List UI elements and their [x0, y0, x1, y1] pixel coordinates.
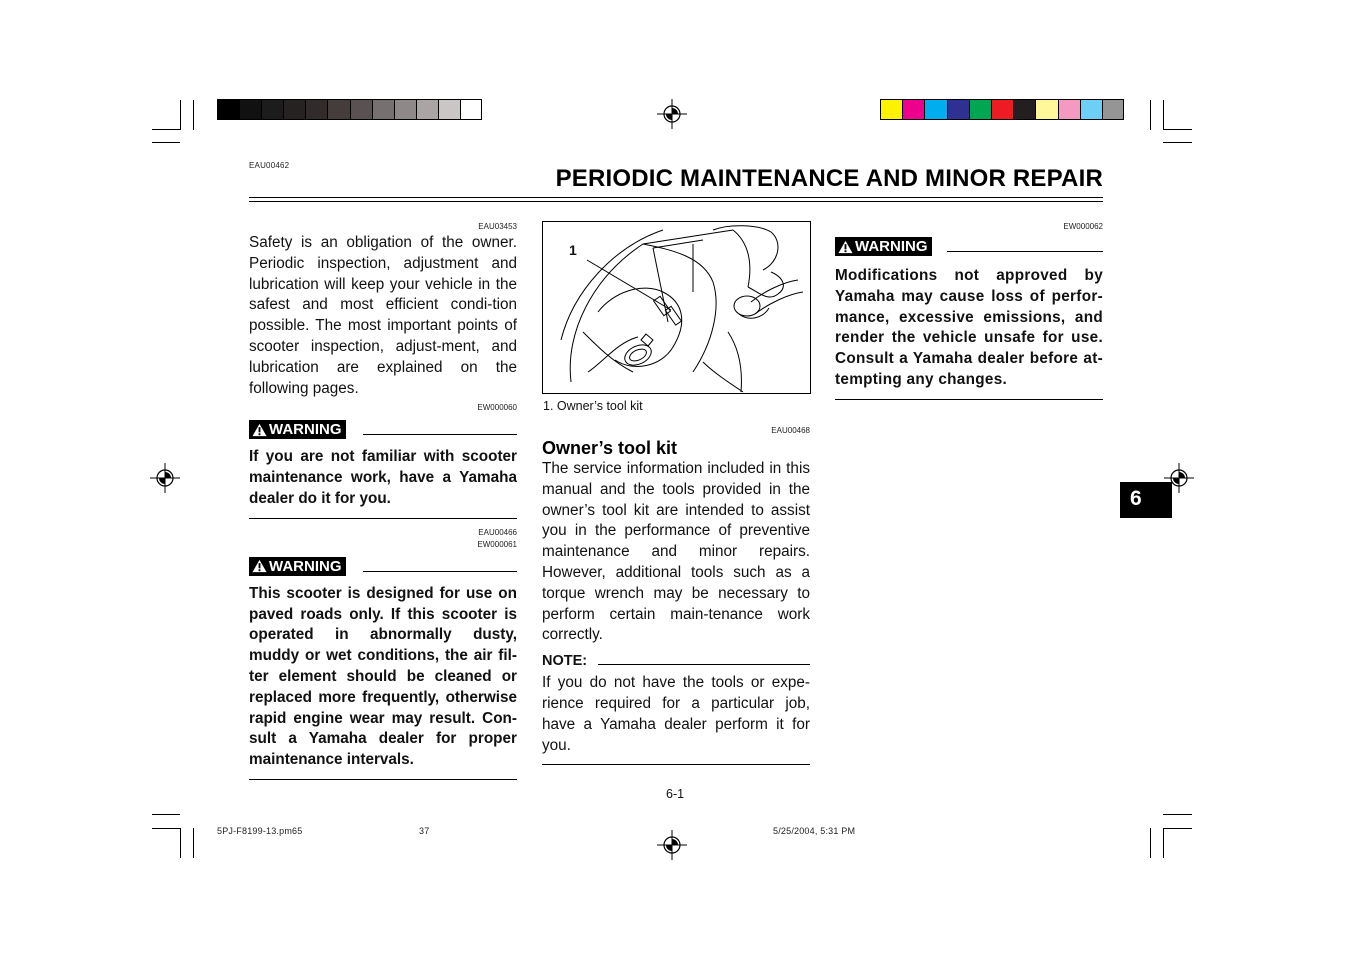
color-swatch — [460, 99, 482, 120]
warning-triangle-icon — [252, 423, 267, 437]
title-rule — [249, 197, 1103, 198]
warning2-text: This scooter is designed for use on paved roads only. If this scooter is operated in abnormally dusty, muddy or wet conditions, the air fil-ter element should be cleaned or replaced more frequently, otherwise rapid engine wear may result. Con-sult a Yamaha dealer for proper maintenance intervals. — [249, 584, 517, 769]
page-number: 6-1 — [666, 787, 685, 801]
color-swatch — [327, 99, 349, 120]
registration-mark-icon — [657, 99, 687, 129]
tool-kit-code: EAU00468 — [771, 426, 810, 435]
warning-badge — [249, 420, 346, 439]
figure-caption: 1. Owner’s tool kit — [543, 399, 643, 413]
tool-kit-heading: Owner’s tool kit — [542, 438, 678, 458]
warning1-code: EW000060 — [477, 403, 517, 413]
warning-label: WARNING — [269, 421, 342, 439]
left-column — [249, 222, 517, 780]
color-swatch — [991, 99, 1013, 120]
crop-mark — [1163, 129, 1192, 130]
warning-rule — [363, 571, 517, 572]
crop-mark — [1163, 828, 1164, 858]
grayscale-calibration-bar — [217, 99, 482, 120]
figure-callout: 1 — [569, 242, 577, 258]
color-swatch — [217, 99, 239, 120]
registration-mark-icon — [150, 463, 180, 493]
warning-badge — [835, 237, 932, 256]
crop-mark — [193, 100, 194, 130]
warning1-header — [249, 420, 517, 442]
crop-mark — [1163, 100, 1164, 130]
crop-mark — [152, 129, 180, 130]
warning2-end-rule — [249, 779, 517, 780]
intro-code: EAU03453 — [478, 222, 517, 231]
crop-mark — [1150, 828, 1151, 858]
color-swatch — [394, 99, 416, 120]
tool-kit-paragraph: The service information included in this manual and the tools provided in the owner’s tool kit are intended to assist you in the performance of preventive maintenance and minor repairs. However, additional tools such as a torque wrench may be necessary to perform certain main-tenance work correctly. — [542, 460, 810, 644]
color-swatch — [438, 99, 460, 120]
color-swatch — [969, 99, 991, 120]
right-warning-header — [835, 237, 1103, 259]
section-code: EAU00462 — [249, 161, 290, 170]
warning1-text: If you are not familiar with scooter maintenance work, have a Yamaha dealer do it for you. — [249, 448, 517, 507]
crop-mark — [180, 100, 181, 130]
crop-mark — [193, 828, 194, 858]
crop-mark — [1150, 100, 1151, 130]
color-swatch — [261, 99, 283, 120]
color-swatch — [283, 99, 305, 120]
warning-label: WARNING — [269, 557, 342, 575]
footer-file: 5PJ-F8199-13.pm65 — [217, 826, 303, 836]
right-warning-text: Modifications not approved by Yamaha may cause loss of perfor-mance, excessive emissions, and render the vehicle unsafe for use. Consult a Yamaha dealer before at-tempting any changes. — [835, 267, 1103, 388]
tool-kit-figure — [542, 221, 811, 394]
note-text: If you do not have the tools or expe-rience required for a particular job, have a Yamaha dealer perform it for you. — [542, 674, 810, 754]
color-swatch — [880, 99, 902, 120]
middle-column — [542, 426, 810, 765]
footer-timestamp: 5/25/2004, 5:31 PM — [773, 826, 856, 836]
warning-rule — [363, 434, 517, 435]
crop-mark — [180, 828, 181, 858]
color-swatch — [1102, 99, 1124, 120]
color-swatch — [1080, 99, 1102, 120]
warning-badge — [249, 557, 346, 576]
warning-triangle-icon — [838, 240, 853, 254]
color-calibration-bar — [880, 99, 1124, 120]
color-swatch — [924, 99, 946, 120]
title-rule — [249, 201, 1103, 202]
note-end-rule — [542, 764, 810, 765]
tool-kit-illustration — [543, 222, 810, 393]
crop-mark — [1163, 828, 1192, 829]
color-swatch — [239, 99, 261, 120]
color-swatch — [1058, 99, 1080, 120]
color-swatch — [947, 99, 969, 120]
crop-mark — [152, 828, 180, 829]
registration-mark-icon — [657, 830, 687, 860]
crop-mark — [152, 142, 180, 143]
right-warning-code: EW000062 — [1063, 222, 1103, 231]
color-swatch — [1013, 99, 1035, 120]
warning-triangle-icon — [252, 559, 267, 573]
warning2-code-a: EAU00466 — [478, 527, 517, 537]
chapter-tab: 6 — [1120, 482, 1172, 518]
intro-paragraph: Safety is an obligation of the owner. Periodic inspection, adjustment and lubrication will keep your vehicle in the safest and most efficient condi-tion possible. The most important points of scooter inspection, adjust-ment, and lubrication are explained on the following pages. — [249, 234, 517, 397]
warning1-end-rule — [249, 518, 517, 519]
note-rule — [598, 664, 810, 665]
color-swatch — [305, 99, 327, 120]
color-swatch — [350, 99, 372, 120]
right-column — [835, 222, 1103, 400]
warning2-code-b: EW000061 — [477, 539, 517, 549]
warning-rule — [947, 251, 1103, 252]
color-swatch — [902, 99, 924, 120]
crop-mark — [1163, 142, 1192, 143]
right-warning-end-rule — [835, 399, 1103, 400]
crop-mark — [1163, 814, 1192, 815]
color-swatch — [416, 99, 438, 120]
color-swatch — [372, 99, 394, 120]
crop-mark — [152, 814, 180, 815]
page-title: PERIODIC MAINTENANCE AND MINOR REPAIR — [555, 165, 1103, 192]
warning-label: WARNING — [855, 238, 928, 255]
warning2-header — [249, 557, 517, 579]
note-label: NOTE: — [542, 653, 588, 670]
note-header — [542, 651, 810, 671]
color-swatch — [1035, 99, 1057, 120]
footer-sheet: 37 — [419, 826, 430, 836]
